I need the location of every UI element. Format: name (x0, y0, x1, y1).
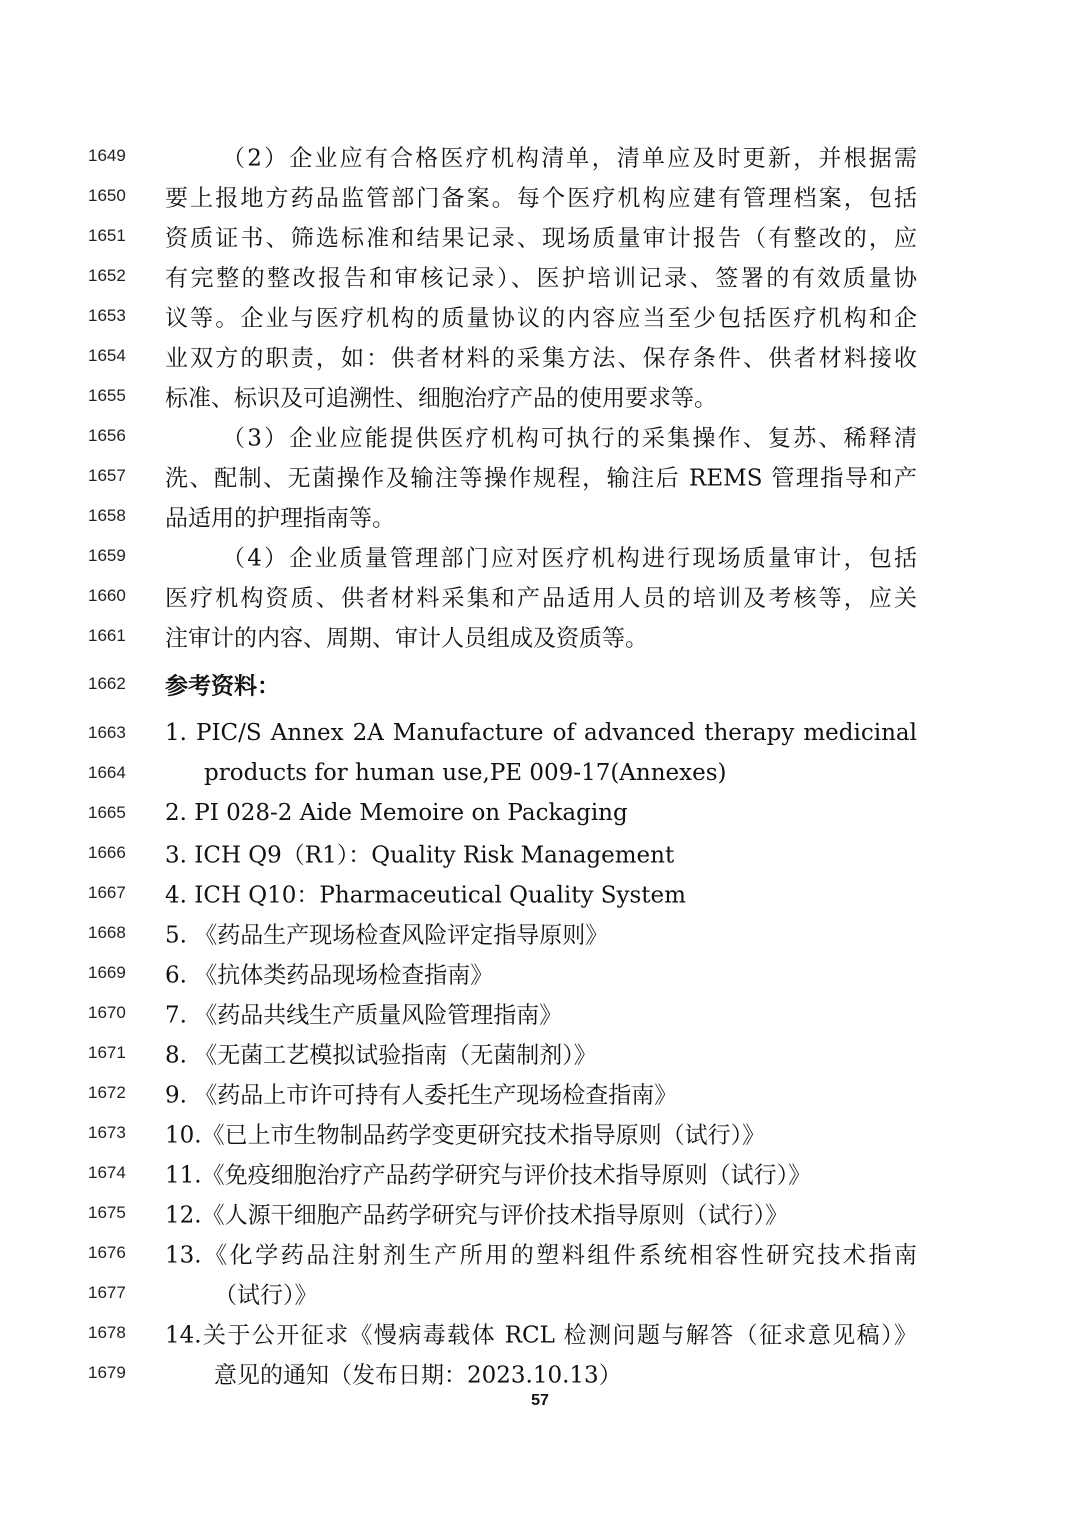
line-number: 1662 (88, 674, 126, 693)
doc-line-1671 (0, 1033, 1080, 1073)
line-number: 1652 (88, 266, 126, 285)
doc-line-1652 (0, 256, 1080, 296)
paragraph-text: 资质证书、筛选标准和结果记录、现场质量审计报告（有整改的，应 (165, 225, 917, 252)
line-number: 1659 (88, 546, 126, 565)
doc-line-1655 (0, 376, 1080, 416)
reference-item: 3. ICH Q9（R1）：Quality Risk Management (165, 842, 675, 869)
doc-line-1663 (0, 713, 1080, 753)
paragraph-text: 业双方的职责，如：供者材料的采集方法、保存条件、供者材料接收 (165, 345, 917, 372)
paragraph-text: （2）企业应有合格医疗机构清单，清单应及时更新，并根据需 (222, 145, 917, 172)
reference-item: 5. 《药品生产现场检查风险评定指导原则》 (165, 922, 609, 949)
line-number: 1658 (88, 506, 126, 525)
line-number: 1661 (88, 626, 126, 645)
doc-line-1677 (0, 1273, 1080, 1313)
doc-line-1665 (0, 793, 1080, 833)
paragraph-text: 注审计的内容、周期、审计人员组成及资质等。 (165, 625, 648, 652)
doc-line-1656 (0, 416, 1080, 456)
reference-item: 13.《化学药品注射剂生产所用的塑料组件系统相容性研究技术指南 (165, 1242, 917, 1269)
page-number: 57 (531, 1392, 549, 1409)
doc-line-1651 (0, 216, 1080, 256)
line-number: 1656 (88, 426, 126, 445)
doc-line-1649 (0, 136, 1080, 176)
line-number: 1665 (88, 803, 126, 822)
line-number: 1669 (88, 963, 126, 982)
reference-item-continuation: products for human use,PE 009-17(Annexes) (204, 760, 727, 786)
line-number: 1653 (88, 306, 126, 325)
line-number: 1651 (88, 226, 126, 245)
doc-line-1675 (0, 1193, 1080, 1233)
line-number: 1667 (88, 883, 126, 902)
doc-line-1672 (0, 1073, 1080, 1113)
line-number: 1670 (88, 1003, 126, 1022)
line-number: 1654 (88, 346, 126, 365)
doc-line-1664 (0, 753, 1080, 793)
paragraph-text: 标准、标识及可追溯性、细胞治疗产品的使用要求等。 (165, 385, 717, 412)
line-number: 1664 (88, 763, 126, 782)
reference-item-continuation: 意见的通知（发布日期：2023.10.13） (214, 1362, 622, 1389)
reference-item: 14.关于公开征求《慢病毒载体 RCL 检测问题与解答（征求意见稿）》 (165, 1322, 917, 1349)
doc-line-1673 (0, 1113, 1080, 1153)
doc-line-1666 (0, 833, 1080, 873)
reference-item: 9. 《药品上市许可持有人委托生产现场检查指南》 (165, 1082, 678, 1109)
doc-line-1670 (0, 993, 1080, 1033)
reference-item: 6. 《抗体类药品现场检查指南》 (165, 962, 494, 989)
doc-line-1654 (0, 336, 1080, 376)
reference-item: 10.《已上市生物制品药学变更研究技术指导原则（试行）》 (165, 1122, 766, 1149)
line-number: 1657 (88, 466, 126, 485)
doc-line-1669 (0, 953, 1080, 993)
doc-line-1657 (0, 456, 1080, 496)
line-number: 1675 (88, 1203, 126, 1222)
section-heading: 参考资料： (165, 673, 280, 700)
paragraph-text: （3）企业应能提供医疗机构可执行的采集操作、复苏、稀释清 (222, 425, 917, 452)
doc-line-1658 (0, 496, 1080, 536)
doc-line-1668 (0, 913, 1080, 953)
reference-item: 11.《免疫细胞治疗产品药学研究与评价技术指导原则（试行）》 (165, 1162, 812, 1189)
doc-line-1650 (0, 176, 1080, 216)
line-number: 1676 (88, 1243, 126, 1262)
doc-line-1667 (0, 873, 1080, 913)
reference-item: 2. PI 028-2 Aide Memoire on Packaging (165, 800, 628, 826)
line-number: 1666 (88, 843, 126, 862)
line-number: 1655 (88, 386, 126, 405)
line-number: 1671 (88, 1043, 126, 1062)
paragraph-text: 品适用的护理指南等。 (165, 505, 395, 532)
paragraph-text: （4）企业质量管理部门应对医疗机构进行现场质量审计，包括 (222, 545, 917, 572)
line-number: 1674 (88, 1163, 126, 1182)
line-number: 1677 (88, 1283, 126, 1302)
doc-line-1679 (0, 1353, 1080, 1393)
doc-line-1676 (0, 1233, 1080, 1273)
paragraph-text: 议等。企业与医疗机构的质量协议的内容应当至少包括医疗机构和企 (165, 305, 917, 332)
doc-line-1653 (0, 296, 1080, 336)
paragraph-text: 有完整的整改报告和审核记录）、医护培训记录、签署的有效质量协 (165, 265, 917, 292)
doc-line-1659 (0, 536, 1080, 576)
line-number: 1673 (88, 1123, 126, 1142)
paragraph-text: 医疗机构资质、供者材料采集和产品适用人员的培训及考核等，应关 (165, 585, 917, 612)
doc-line-1662 (0, 664, 1080, 704)
line-number: 1679 (88, 1363, 126, 1382)
reference-item: 4. ICH Q10：Pharmaceutical Quality System (165, 882, 686, 909)
line-number: 1668 (88, 923, 126, 942)
reference-item: 1. PIC/S Annex 2A Manufacture of advanced therapy medicinal (165, 720, 917, 746)
line-number: 1650 (88, 186, 126, 205)
doc-line-1674 (0, 1153, 1080, 1193)
reference-item: 8. 《无菌工艺模拟试验指南（无菌制剂）》 (165, 1042, 597, 1069)
doc-line-1661 (0, 616, 1080, 656)
line-number: 1663 (88, 723, 126, 742)
reference-item: 12.《人源干细胞产品药学研究与评价技术指导原则（试行）》 (165, 1202, 789, 1229)
line-number: 1660 (88, 586, 126, 605)
doc-line-1660 (0, 576, 1080, 616)
reference-item: 7. 《药品共线生产质量风险管理指南》 (165, 1002, 563, 1029)
paragraph-text: 要上报地方药品监管部门备案。每个医疗机构应建有管理档案，包括 (165, 185, 917, 212)
reference-item-continuation: （试行）》 (214, 1282, 318, 1309)
paragraph-text: 洗、配制、无菌操作及输注等操作规程，输注后 REMS 管理指导和产 (165, 465, 917, 492)
doc-line-1678 (0, 1313, 1080, 1353)
line-number: 1649 (88, 146, 126, 165)
line-number: 1672 (88, 1083, 126, 1102)
line-number: 1678 (88, 1323, 126, 1342)
